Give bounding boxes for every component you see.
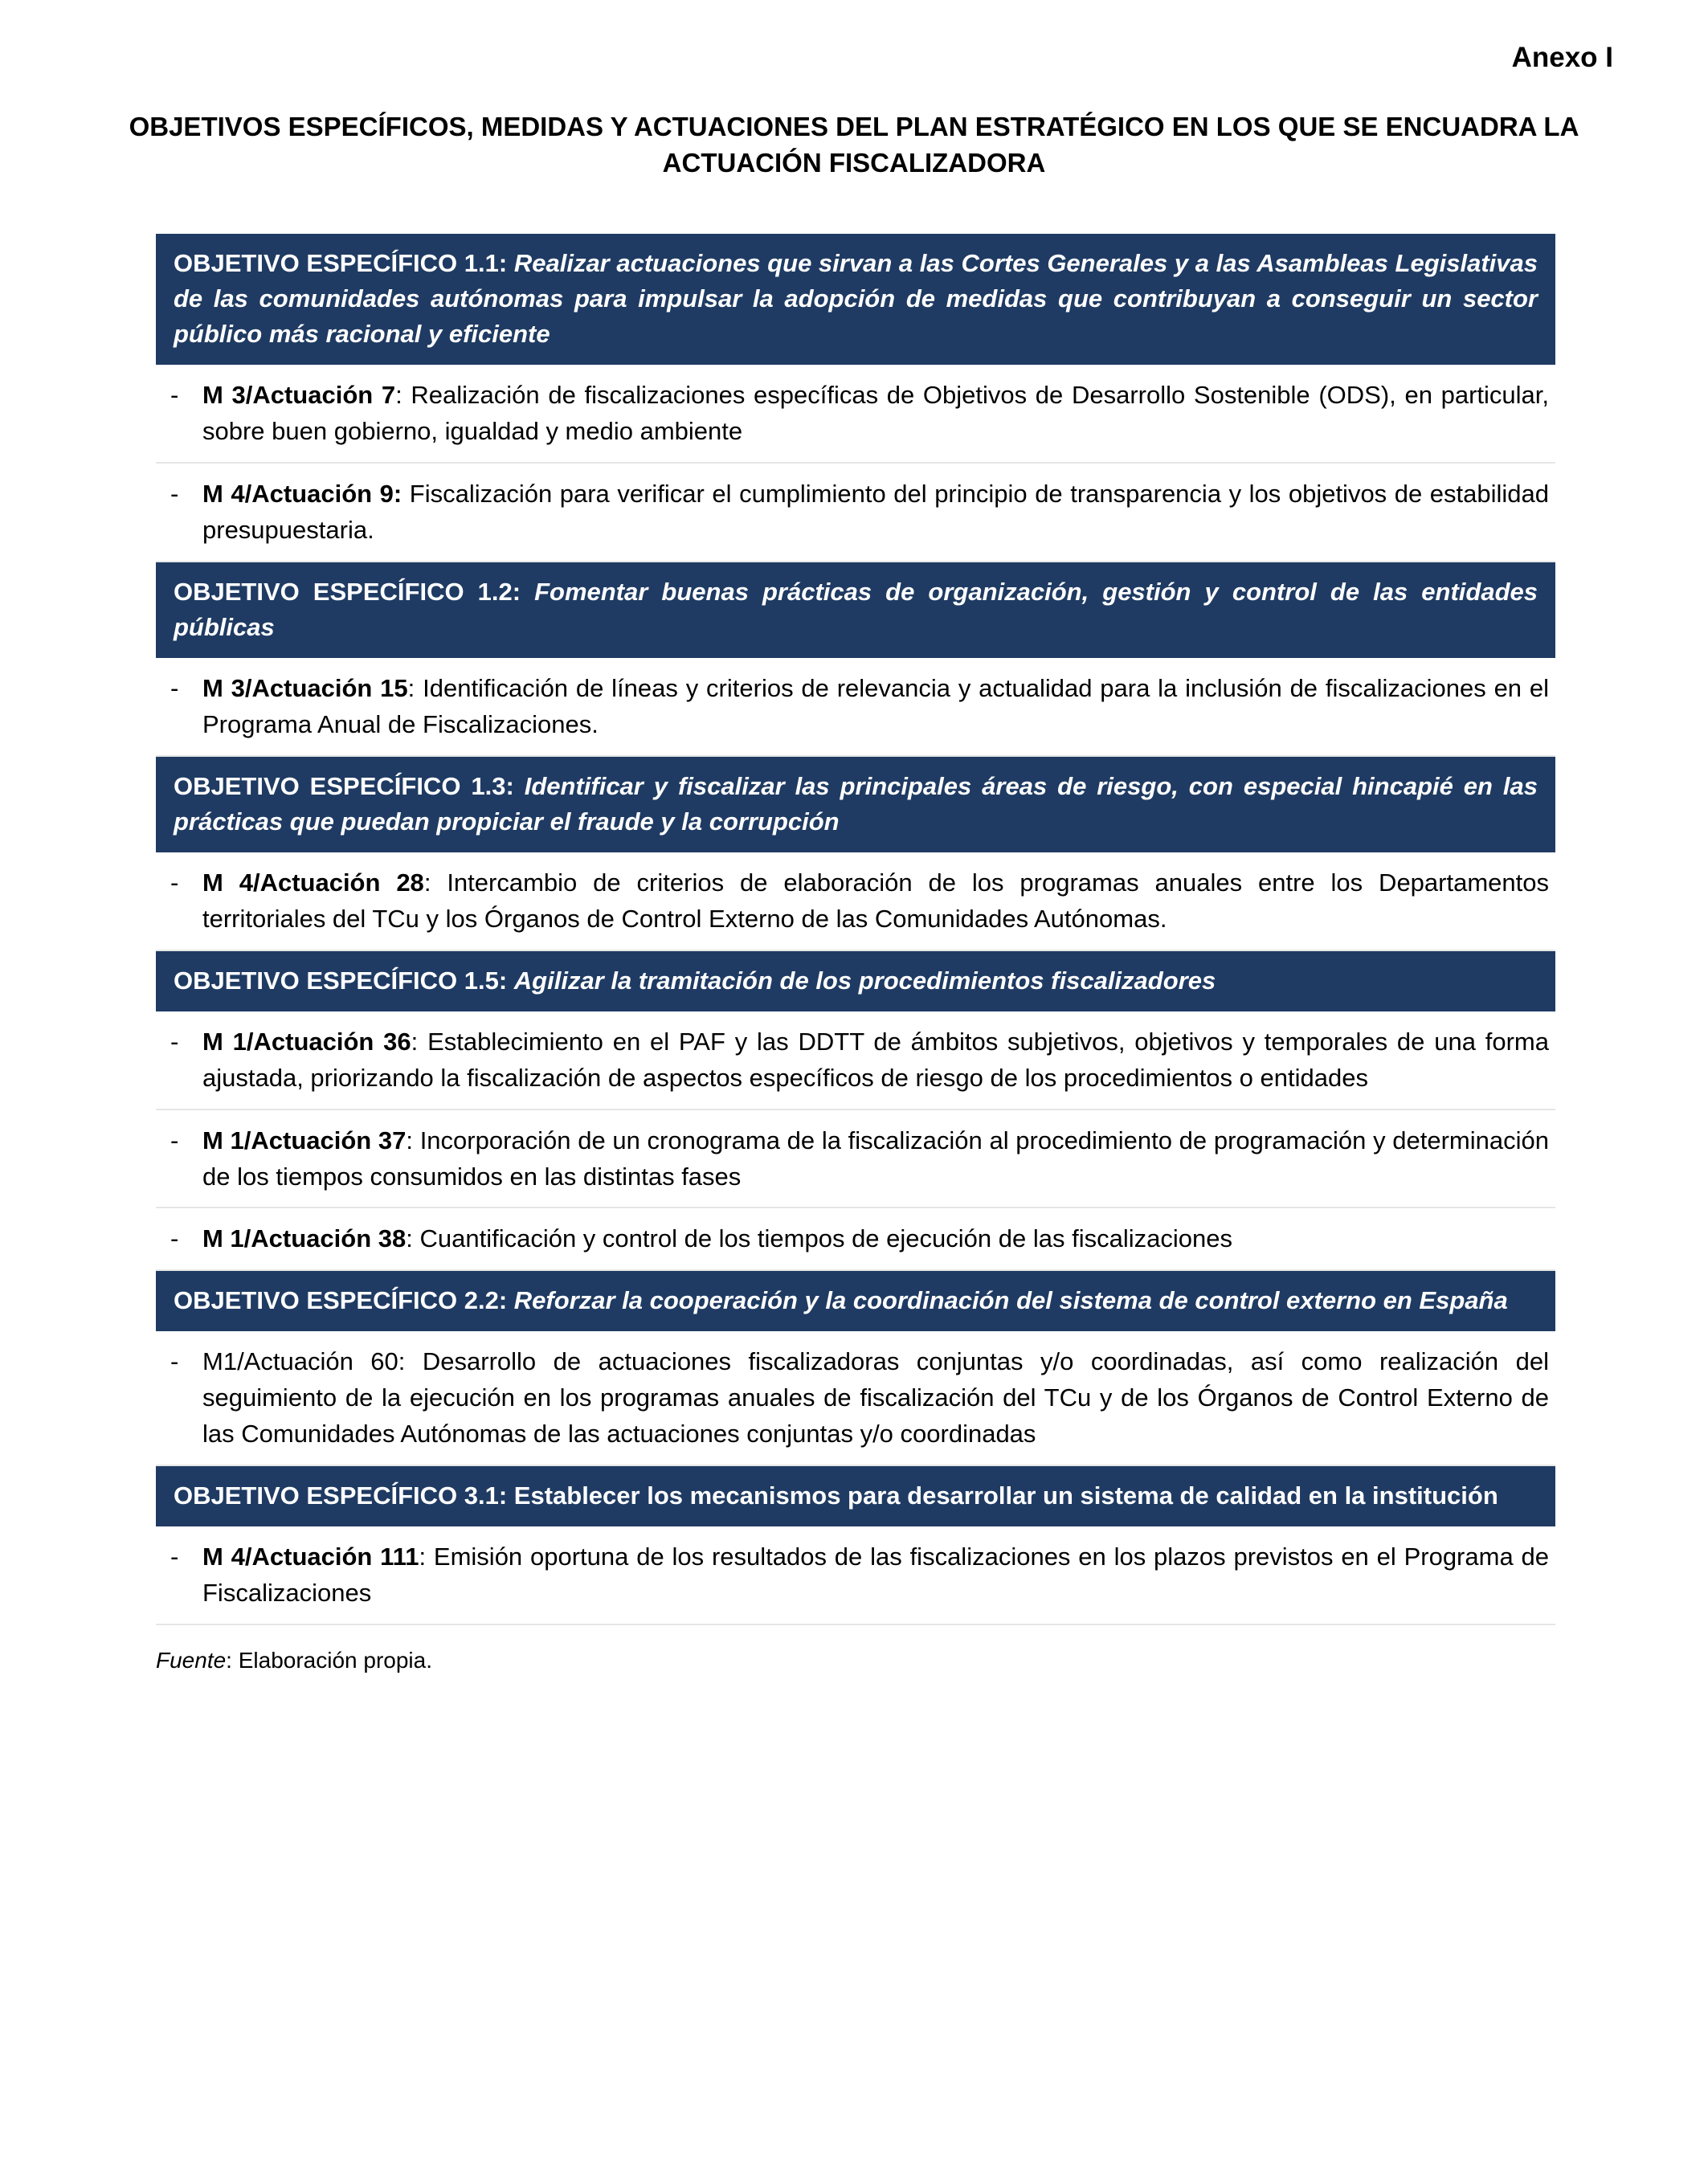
objective-header	[156, 234, 1555, 365]
page-title: OBJETIVOS ESPECÍFICOS, MEDIDAS Y ACTUACIONES DEL PLAN ESTRATÉGICO EN LOS QUE SE ENCUADRA LA ACTUACIÓN FISCALIZADORA	[129, 112, 1579, 178]
bullet-dash: -	[170, 1224, 179, 1253]
measure-text-block	[202, 1123, 1549, 1195]
bullet-dash: -	[170, 868, 179, 897]
objective-header-prefix: OBJETIVO ESPECÍFICO 3.1:	[174, 1481, 508, 1510]
objective-header	[156, 1466, 1555, 1526]
measure-text: : Identificación de líneas y criterios de relevancia y actualidad para la inclusión de fiscalizaciones en el Programa Anual de Fiscalizaciones.	[202, 673, 1549, 738]
measure-label: M 4/Actuación 111	[202, 1543, 419, 1571]
objective-header	[156, 562, 1555, 658]
measure-text: : Emisión oportuna de los resultados de las fiscalizaciones en los plazos previstos en el Programa de Fiscalizaciones	[202, 1543, 1549, 1608]
measure-text-block	[202, 671, 1549, 743]
measure-label: M 1/Actuación 36	[202, 1027, 411, 1056]
measure-item	[156, 1110, 1555, 1209]
bullet-dash: -	[170, 673, 179, 702]
measure-label: M 1/Actuación 37	[202, 1126, 407, 1154]
objective-header-prefix: OBJETIVO ESPECÍFICO 1.1:	[174, 249, 508, 278]
measure-item	[156, 1526, 1555, 1625]
objective-section-3-1	[156, 1466, 1555, 1625]
measure-text: : Realización de fiscalizaciones específicas de Objetivos de Desarrollo Sostenible (ODS), en particular, sobre buen gobierno, igualdad y medio ambiente	[202, 381, 1550, 446]
objective-header-desc: Establecer los mecanismos para desarrollar un sistema de calidad en la institución	[513, 1481, 1498, 1510]
measure-label: M 4/Actuación 9:	[202, 480, 402, 509]
measure-text-block	[202, 378, 1549, 450]
measure-text: : Establecimiento en el PAF y las DDTT de ámbitos subjetivos, objetivos y temporales de una forma ajustada, priorizando la fiscalización de aspectos específicos de riesgo de los procedimientos o entidades	[202, 1027, 1549, 1092]
measure-item	[156, 1208, 1555, 1271]
bullet-dash: -	[170, 480, 179, 509]
objective-header-prefix: OBJETIVO ESPECÍFICO 1.5:	[174, 966, 508, 995]
measure-text-block	[202, 1024, 1549, 1097]
objective-header	[156, 757, 1555, 852]
bullet-dash: -	[170, 1543, 179, 1571]
objective-header-desc: Agilizar la tramitación de los procedimientos fiscalizadores	[513, 966, 1216, 995]
source-note	[156, 1648, 1708, 1673]
bullet-dash: -	[170, 381, 179, 410]
objective-header-prefix: OBJETIVO ESPECÍFICO 1.3:	[174, 771, 514, 800]
measure-item	[156, 464, 1555, 562]
objective-header-desc: Fomentar buenas prácticas de organización, gestión y control de las entidades públicas	[174, 577, 1538, 641]
objective-header	[156, 951, 1555, 1011]
bullet-dash: -	[170, 1347, 179, 1376]
objective-header	[156, 1271, 1555, 1331]
measure-text-block	[202, 1539, 1549, 1612]
objective-section-1-5	[156, 951, 1555, 1272]
measure-item	[156, 1011, 1555, 1110]
bullet-dash: -	[170, 1027, 179, 1056]
measure-label: M 4/Actuación 28	[202, 868, 424, 897]
objective-header-desc: Realizar actuaciones que sirvan a las Cortes Generales y a las Asambleas Legislativas de las comunidades autónomas para impulsar la adopción de medidas que contribuyan a conseguir un sector público más racional y eficiente	[174, 249, 1538, 349]
objective-header-desc: Reforzar la cooperación y la coordinación del sistema de control externo en España	[513, 1286, 1508, 1315]
objective-header-desc: Identificar y fiscalizar las principales áreas de riesgo, con especial hincapié en las prácticas que puedan propiciar el fraude y la corrupción	[174, 771, 1538, 836]
measure-label: M 3/Actuación 15	[202, 673, 408, 702]
measure-text-block	[202, 1344, 1549, 1453]
measure-item	[156, 852, 1555, 951]
measure-label: M 3/Actuación 7	[202, 381, 396, 410]
objective-section-2-2	[156, 1271, 1555, 1466]
measure-text: : Incorporación de un cronograma de la fiscalización al procedimiento de programación y determinación de los tiempos consumidos en las distintas fases	[202, 1126, 1549, 1191]
measure-item	[156, 365, 1555, 464]
measure-item	[156, 658, 1555, 757]
objective-section-1-2	[156, 562, 1555, 757]
measure-text: Fiscalización para verificar el cumplimiento del principio de transparencia y los objetivos de estabilidad presupuestaria.	[202, 480, 1549, 544]
bullet-dash: -	[170, 1126, 179, 1154]
measure-text-block	[202, 476, 1549, 549]
measure-text: M1/Actuación 60: Desarrollo de actuaciones fiscalizadoras conjuntas y/o coordinadas, así como realización del seguimiento de la ejecución en los programas anuales de fiscalización del TCu y de los Órganos de Control Externo de las Comunidades Autónomas de las actuaciones conjuntas y/o coordinadas	[202, 1347, 1549, 1449]
source-label: Fuente	[156, 1648, 227, 1673]
objective-section-1-1	[156, 234, 1555, 562]
annex-label: Anexo I	[1511, 42, 1613, 73]
measure-label: M 1/Actuación 38	[202, 1224, 407, 1253]
measure-text-block	[202, 1221, 1549, 1257]
measure-text-block	[202, 865, 1549, 938]
measure-text: : Intercambio de criterios de elaboración de los programas anuales entre los Departamentos territoriales del TCu y los Órganos de Control Externo de las Comunidades Autónomas.	[202, 868, 1549, 933]
objective-header-prefix: OBJETIVO ESPECÍFICO 2.2:	[174, 1286, 508, 1315]
objective-header-prefix: OBJETIVO ESPECÍFICO 1.2:	[174, 577, 521, 606]
source-text: : Elaboración propia.	[226, 1648, 432, 1673]
measure-item	[156, 1331, 1555, 1466]
objective-section-1-3	[156, 757, 1555, 951]
measure-text: : Cuantificación y control de los tiempos de ejecución de las fiscalizaciones	[406, 1224, 1232, 1253]
objectives-table	[156, 234, 1555, 1625]
